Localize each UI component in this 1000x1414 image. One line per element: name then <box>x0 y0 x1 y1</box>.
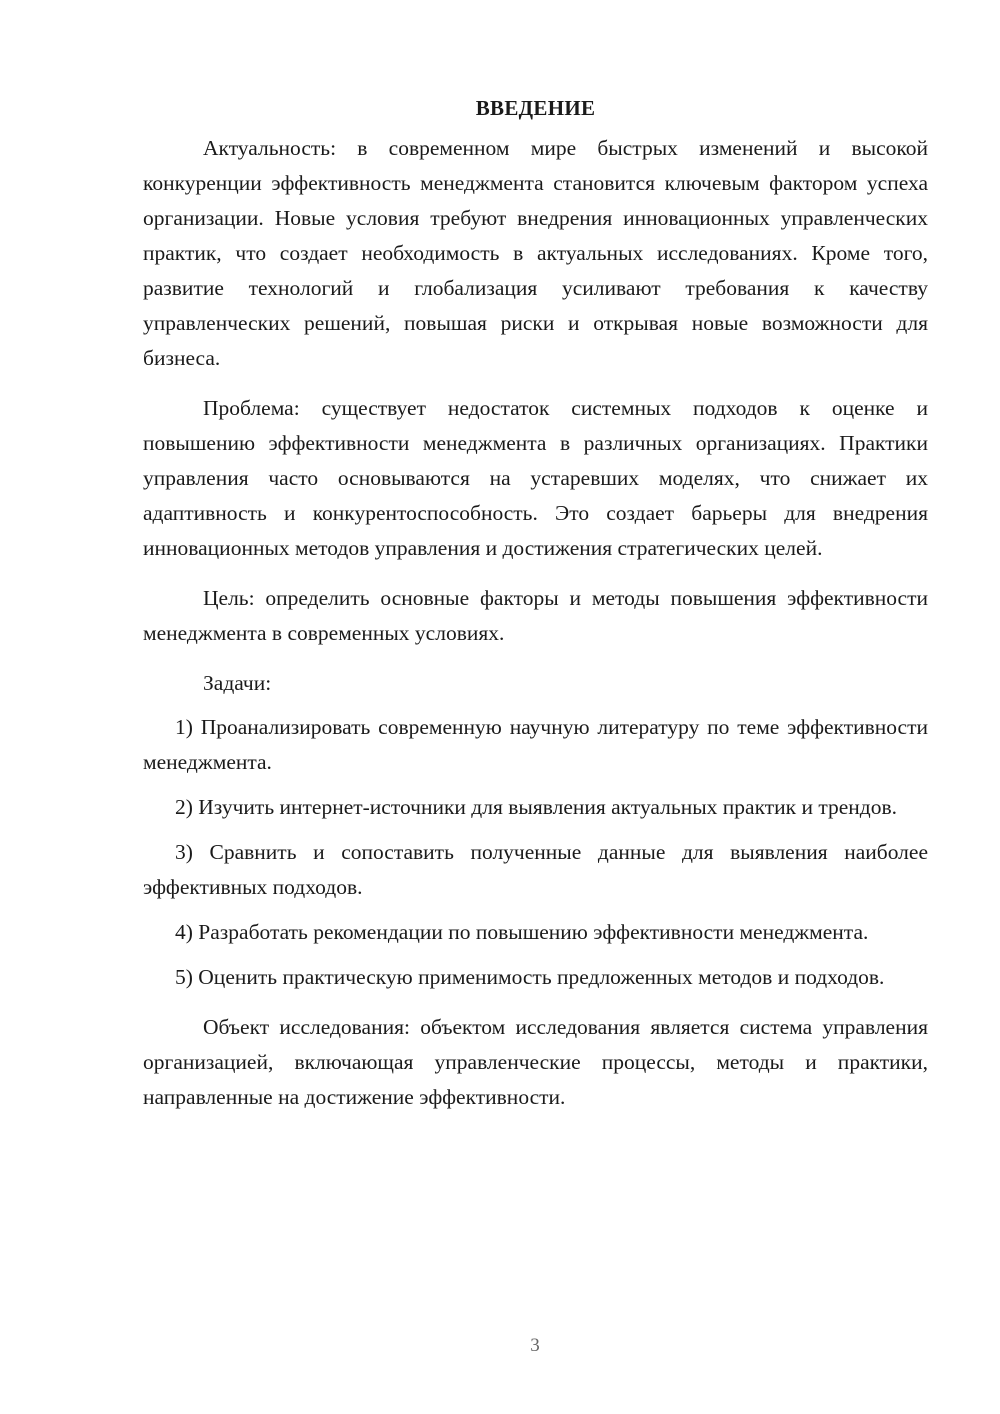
goal-paragraph: Цель: определить основные факторы и методы повышения эффективности менеджмента в современных условиях. <box>143 586 928 645</box>
section-title: ВВЕДЕНИЕ <box>475 96 596 120</box>
problem-paragraph: Проблема: существует недостаток системных подходов к оценке и повышению эффективности менеджмента в различных организациях. Практики управления часто основываются на устаревших моделях, что снижает их адаптивность и конкурентоспособность. Это создает барьеры для внедрения инновационных методов управления и достижения стратегических целей. <box>143 396 928 560</box>
object-paragraph: Объект исследования: объектом исследования является система управления организацией, включающая управленческие процессы, методы и практики, направленные на достижение эффективности. <box>143 1015 928 1109</box>
task-item-4: 4) Разработать рекомендации по повышению эффективности менеджмента. <box>175 920 869 944</box>
document-page <box>143 96 928 1130</box>
page-number: 3 <box>530 1335 540 1356</box>
task-item-5: 5) Оценить практическую применимость предложенных методов и подходов. <box>175 965 885 989</box>
task-item-1: 1) Проанализировать современную научную литературу по теме эффективности менеджмента. <box>143 715 928 774</box>
task-item-3: 3) Сравнить и сопоставить полученные данные для выявления наиболее эффективных подходов. <box>143 840 928 899</box>
task-item-2: 2) Изучить интернет-источники для выявления актуальных практик и трендов. <box>175 795 898 819</box>
tasks-label: Задачи: <box>203 671 272 695</box>
relevance-paragraph: Актуальность: в современном мире быстрых изменений и высокой конкуренции эффективность менеджмента становится ключевым фактором успеха организации. Новые условия требуют внедрения инновационных управленческих практик, что создает необходимость в актуальных исследованиях. Кроме того, развитие технологий и глобализация усиливают требования к качеству управленческих решений, повышая риски и открывая новые возможности для бизнеса. <box>143 136 928 370</box>
